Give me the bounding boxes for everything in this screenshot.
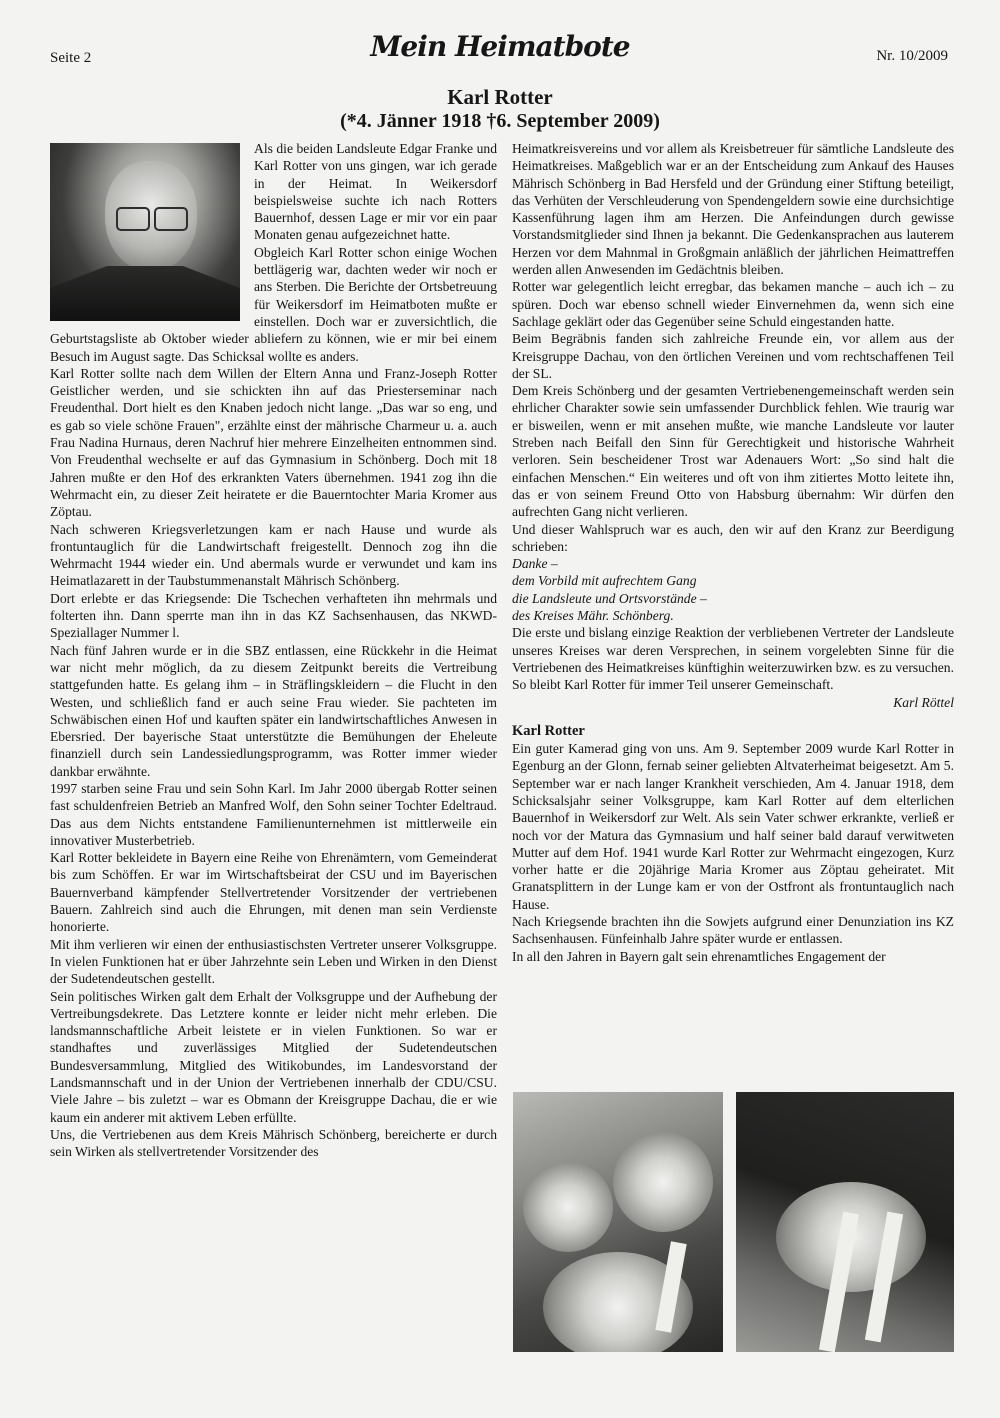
second-article-heading: Karl Rotter — [512, 722, 585, 739]
grave-flowers-photo — [513, 1092, 723, 1352]
portrait-glasses — [116, 207, 150, 231]
paragraph: Nach Kriegsende brachten ihn die Sowjets aufgrund einer Denunziation ins KZ Sachsenhausen. Fünfeinhalb Jahre später wurde er entlassen. — [512, 914, 954, 947]
paragraph: Ein guter Kamerad ging von uns. Am 9. September 2009 wurde Karl Rotter in Egenburg an der Glonn, fernab seiner geliebten Altvaterheimat beigesetzt. Am 5. September war er nach langer Krankheit verschieden, Am 4. Januar 1918, dem Schicksalsjahr seiner Volksgruppe, kam Karl Rotter auf dem elterlichen Bauernhof in Weikersdorf zur Welt. Als sein Vater schwer erkrankte, verließ er noch vor der Matura das Gymnasium und half seiner bald darauf verwitweten Mutter auf dem Hof. 1941 wurde Karl Rotter zur Wehrmacht eingezogen, Kurz vorher hatte er die 20jährige Maria Kromer aus Zöptau geheiratet. Mit Granatsplittern in der Lunge kam er von der Ostfront als frontuntauglich nach Hause. — [512, 741, 954, 912]
paragraph: Karl Rotter sollte nach dem Willen der Eltern Anna und Franz-Joseph Rotter Geistlicher werden, und sie schickten ihn auf das Priesterseminar nach Freudenthal. Dort hielt es den Knaben jedoch nicht lange. „Das war so eng, und es gab so viele schöne Frauen", erzählte einst der mährische Charmeur u. a. auch Frau Nadina Hurnaus, deren Nachruf hier mehrere Einzelheiten entnommen sind. Von Freudenthal wechselte er auf das Gymnasium in Schönberg. Doch mit 18 Jahren mußte er den Hof des erkrankten Vaters übernehmen. 1941 zog ihn die Wehrmacht ein, zu dieser Zeit heiratete er die Bauerntochter Maria Kromer aus Zöptau. — [50, 365, 497, 520]
poem-line: die Landsleute und Ortsvorstände – — [512, 590, 707, 606]
paragraph: Und dieser Wahlspruch war es auch, den wir auf den Kranz zur Beerdigung schrieben: — [512, 521, 954, 554]
wreath-photo — [736, 1092, 954, 1352]
article-dates: (*4. Jänner 1918 †6. September 2009) — [340, 110, 660, 132]
paragraph: Sein politisches Wirken galt dem Erhalt der Volksgruppe und der Aufhebung der Vertreibungsdekrete. Das Letztere konnte er leider nicht mehr erleben. Die landsmannschaftliche Arbeit leistete er in vielen Funktionen. So war er standhaftes und zuverlässiges Mitglied der Sudetendeutschen Bundesversammlung, Mitglied des Witikobundes, im Landesvorstand der Landsmannschaft und in der Union der Vertriebenen innerhalb der CDU/CSU. Viele Jahre – bis zuletzt – war es Obmann der Kreisgruppe Dachau, die er wie kaum ein anderer mit aktivem Leben erfüllte. — [50, 988, 497, 1125]
poem-line: Danke – — [512, 556, 558, 572]
page-number: Seite 2 — [50, 50, 92, 66]
paragraph: Mit ihm verlieren wir einen der enthusiastischsten Vertreter unserer Volksgruppe. In vielen Funktionen hat er über Jahrzehnte sein Leben und Wirken in den Dienst der Sudetendeutschen gestellt. — [50, 936, 497, 987]
portrait-suit — [50, 266, 240, 321]
left-column — [50, 140, 497, 1161]
paragraph: Beim Begräbnis fanden sich zahlreiche Freunde ein, vor allem aus der Kreisgruppe Dachau, von den örtlichen Vereinen und vom rechtschaffenen Teil der SL. — [512, 331, 954, 381]
article-title-block — [200, 85, 800, 133]
paragraph: Uns, die Vertriebenen aus dem Kreis Mährisch Schönberg, bereicherte er durch sein Wirken als stellvertretender Vorsitzender des — [50, 1126, 497, 1160]
paragraph: Als die beiden Landsleute Edgar Franke und Karl Rotter von uns gingen, war ich gerade in der Heimat. In Weikersdorf beispielsweise suchte ich nach Rotters Bauernhof, dessen Lage er mir vor ein paar Monaten genau aufgezeichnet hatte. — [254, 141, 497, 243]
paragraph: Dem Kreis Schönberg und der gesamten Vertriebenengemeinschaft werden sein ehrlicher Charakter sowie sein umfassender Durchblick fehlen. Wie traurig war er bisweilen, wenn er mit ansehen mußte, wie manche Landsleute vor lauter Streben nach Beifall den Sinn für Gerechtigkeit und historische Wahrheit verloren. Sein bescheidener Trost war Adenauers Wort: „So sind halt die einfachen Menschen.“ Ein weiteres und oft von ihm zitiertes Motto leitete ihn, das er von seinem Freund Otto von Habsburg übernahm: Wir dürfen den aufrechten Gang nicht verlieren. — [512, 383, 954, 520]
article-title: Karl Rotter — [447, 85, 553, 109]
portrait-glasses — [154, 207, 188, 231]
paragraph: Rotter war gelegentlich leicht erregbar, das bekamen manche – auch ich – zu spüren. Doch war ebenso schnell wieder Einvernehmen da, wenn sich eine Sachlage geklärt oder das Gegenüber seine Schuld eingestanden hatte. — [512, 279, 954, 329]
issue-number: Nr. 10/2009 — [876, 48, 948, 64]
funeral-photos — [513, 1092, 953, 1352]
right-column — [512, 140, 954, 965]
wreath-dedication — [512, 555, 954, 624]
paragraph: In all den Jahren in Bayern galt sein ehrenamtliches Engagement der — [512, 948, 886, 964]
author-signature: Karl Röttel — [893, 694, 954, 710]
paragraph: Obgleich Karl Rotter schon einige Wochen bettlägerig war, dachten weder wir noch er ans Sterben. Die Berichte der Ortsbetreuung für Weikersdorf im Heimatboten mußte er einstellen. Doch war er zuversichtlich, die Geburtstagsliste ab Oktober wieder abliefern zu können, wie er mir bei einem Besuch im August sagte. Das Schicksal wollte es anders. — [50, 244, 497, 364]
portrait-photo — [50, 143, 240, 321]
paragraph: Heimatkreisvereins und vor allem als Kreisbetreuer für sämtliche Landsleute des Heimatkreises. Maßgeblich war er an der Entscheidung zum Ankauf des Hauses Mährisch Schönberg in Bad Hersfeld und der Gründung einer Stiftung beteiligt, das Verhüten der Verschleuderung von Spendengeldern sowie eine durchsichtige Kassenführung lagen ihm am Herzen. Die Anfeindungen durch gewisse Vorstandsmitglieder sind Ihnen ja bekannt. Die Gedenkansprachen aus lauterem Herzen vor dem Mahnmal in Großgmain anläßlich der jährlichen Heimattreffen werden allen Anwesenden im Gedächtnis bleiben. — [512, 141, 954, 278]
paragraph: Karl Rotter bekleidete in Bayern eine Reihe von Ehrenämtern, vom Gemeinderat bis zum Schöffen. Er war im Wirtschaftsbeirat der CSU und im Bayerischen Bauernverband kämpfender Stellvertretender Vorsitzender der vertriebenen Bauern. Zahlreich sind auch die Ehrungen, mit denen man sein Verdienste honorierte. — [50, 850, 497, 935]
poem-line: dem Vorbild mit aufrechtem Gang — [512, 573, 697, 589]
poem-line: des Kreises Mähr. Schönberg. — [512, 608, 674, 624]
paragraph: Die erste und bislang einzige Reaktion der verbliebenen Vertreter der Landsleute unseres Kreises war deren Versprechen, in seinem vorgelebten Sinne für die Vertriebenen des Heimatkreises künftighin weiterzuwirken bzw. es zu versuchen. So bleibt Karl Rotter für immer Teil unserer Gemeinschaft. — [512, 625, 954, 693]
paragraph: 1997 starben seine Frau und sein Sohn Karl. Im Jahr 2000 übergab Rotter seinen fast schuldenfreien Betrieb an Manfred Wolf, den Sohn seiner Tochter Edeltraud. Das aus dem Nichts entstandene Familienunternehmen ist mittlerweile ein innovativer Musterbetrieb. — [50, 780, 497, 848]
masthead-logo: Mein Heimatbote — [370, 30, 630, 63]
paragraph: Nach schweren Kriegsverletzungen kam er nach Hause und wurde als frontuntauglich für die Landwirtschaft freigestellt. Dennoch zog ihn die Wehrmacht 1944 wieder ein. Und abermals wurde er verwundet und kam ins Heimatlazarett in der Taubstummenanstalt Mährisch Schönberg. — [50, 521, 497, 589]
paragraph: Dort erlebte er das Kriegsende: Die Tschechen verhafteten ihn mehrmals und folterten ihn. Dann sperrte man ihn in das KZ Sachsenhausen, das NKWD-Speziallager Nummer l. — [50, 590, 497, 641]
paragraph: Nach fünf Jahren wurde er in die SBZ entlassen, eine Rückkehr in die Heimat war nicht mehr möglich, da zu diesem Zeitpunkt bereits die Vertreibung stattgefunden hatte. Es gelang ihm – in Sträflingskleidern – die Flucht in den Westen, und schließlich fand er auch seine Frau wieder. Sie pachteten im Schwäbischen einen Hof und kauften später ein landwirtschaftliches Anwesen in Ebersried. Der bayerische Staat unterstützte die Bemühungen der Eheleute finanziell durch sein Landessiedlungsprogramm, was Rotter immer wieder dankbar erwähnte. — [50, 642, 497, 779]
